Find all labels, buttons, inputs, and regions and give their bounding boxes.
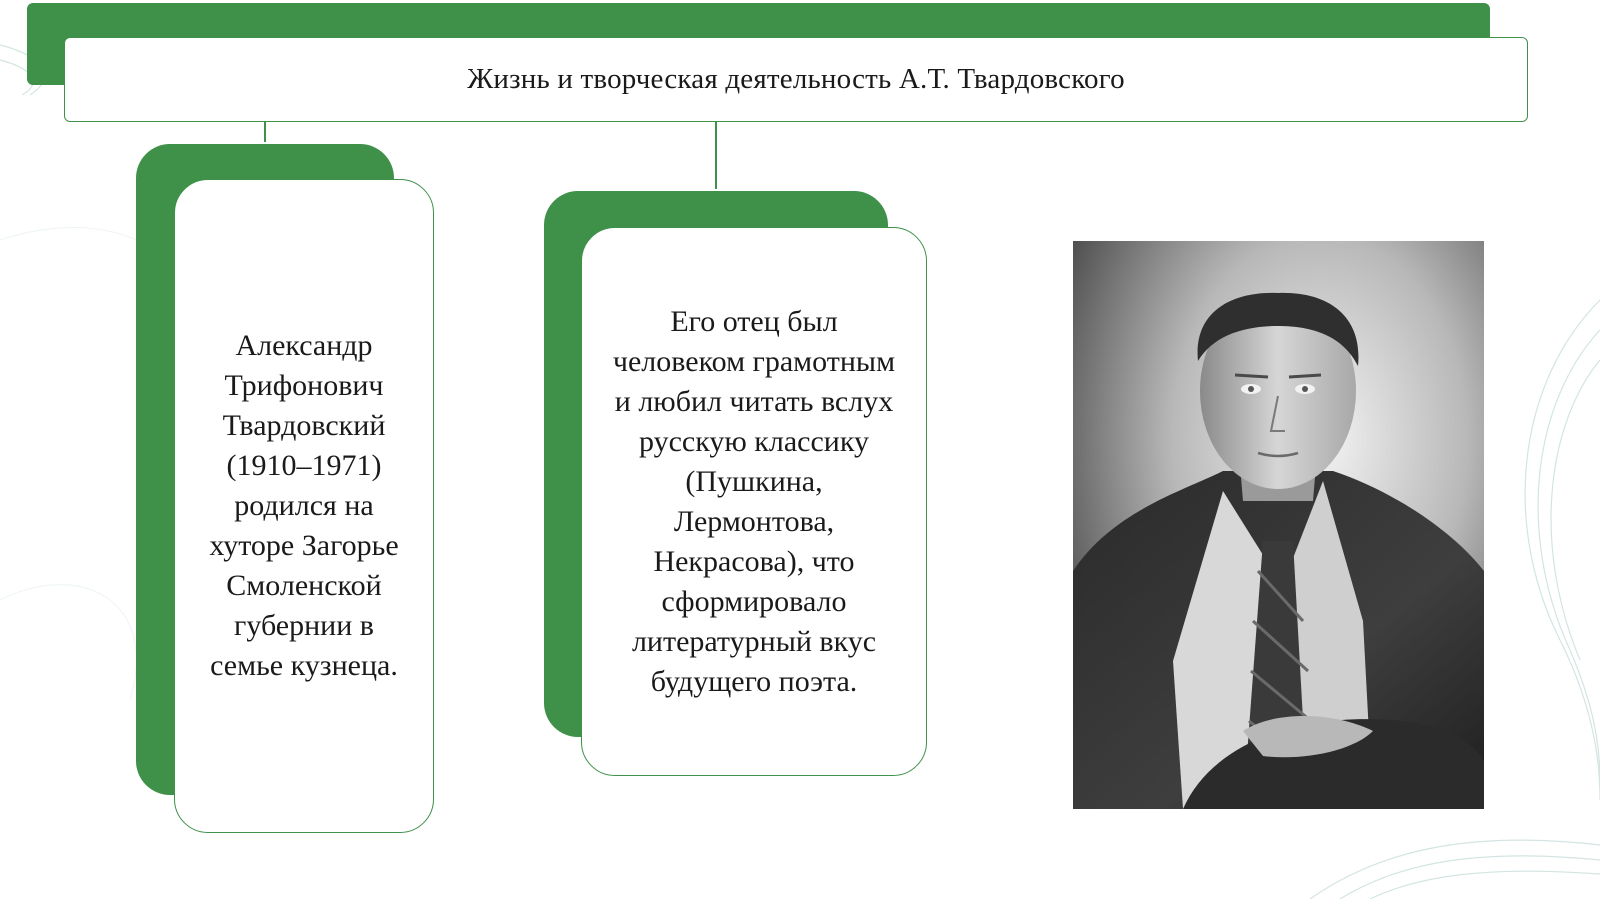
card-line: русскую классику [638,424,869,458]
card-line: Трифонович [224,369,384,402]
title-box [64,37,1528,122]
card-line: будущего поэта. [650,664,858,698]
page-title: Жизнь и творческая деятельность А.Т. Твардовского [467,63,1125,95]
card-line: семье кузнеца. [210,649,398,682]
card-line: (Пушкина, [685,464,823,498]
card-line: Смоленской [226,569,382,602]
card-birth [174,179,434,833]
card-line: хуторе Загорье [209,529,399,562]
connector-middle [715,122,717,189]
card-line: и любил читать вслух [614,384,894,418]
card-line: губернии в [234,609,374,642]
card-line: Александр [235,329,373,362]
card-father-text [613,302,895,702]
card-line: Некрасова), что [653,544,855,578]
portrait-photo [1073,241,1484,809]
card-line: (1910–1971) [226,449,382,482]
card-line: Твардовский [222,409,386,442]
card-father [581,227,927,776]
card-birth-text [209,326,398,686]
card-line: человеком грамотным [612,344,896,378]
card-line: сформировало [661,584,847,618]
card-line: Лермонтова, [673,504,835,538]
portrait-image [1073,241,1484,809]
connector-left [264,122,266,142]
card-line: Его отец был [670,304,838,338]
card-line: родился на [234,489,374,522]
card-line: литературный вкус [631,624,877,658]
